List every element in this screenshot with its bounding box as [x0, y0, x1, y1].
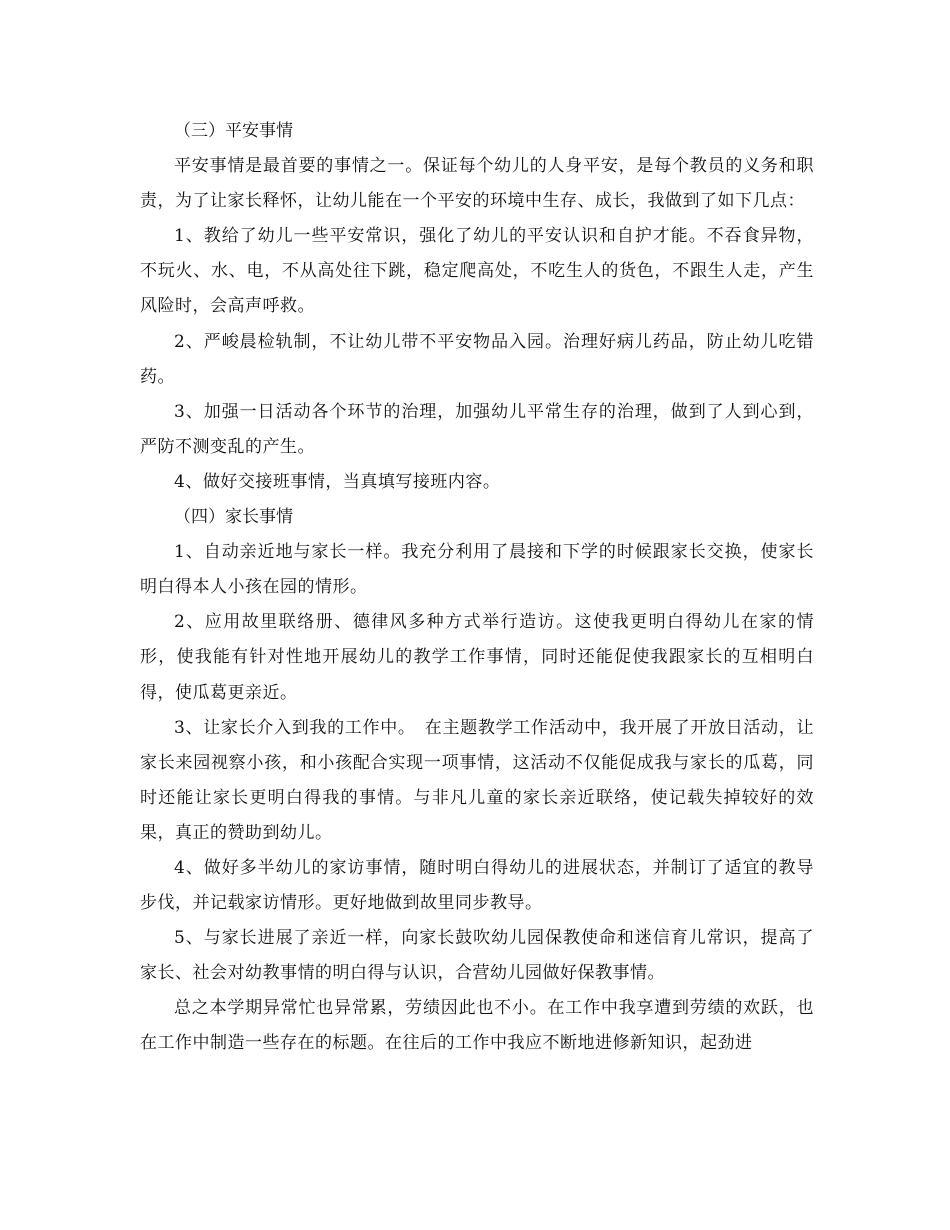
paragraph-parents-2: 2、应用故里联络册、德律风多种方式举行造访。这使我更明白得幼儿在家的情形，使我能有针对性地开展幼儿的教学工作事情，同时还能促使我跟家长的互相明白得，使瓜葛更亲近。 — [140, 612, 814, 703]
paragraph-safety-4: 4、做好交接班事情，当真填写接班内容。 — [174, 471, 501, 492]
paragraph-parents-1: 1、自动亲近地与家长一样。我充分利用了晨接和下学的时候跟家长交换，使家长明白得本人小孩在园的情形。 — [140, 542, 814, 598]
section-heading-safety: （三）平安事情 — [174, 121, 293, 141]
paragraph-parents-3: 3、让家长介入到我的工作中。 在主题教学工作活动中，我开展了开放日活动，让家长来园视察小孩，和小孩配合实现一项事情，这活动不仅能促成我与家长的瓜葛，同时还能让家长更明白得我的事情。与非凡儿童的家长亲近联络，使记载失掉较好的效果，真正的赞助到幼儿。 — [140, 717, 814, 843]
paragraph-safety-3: 3、加强一日活动各个环节的治理，加强幼儿平常生存的治理，做到了人到心到，严防不测变乱的产生。 — [140, 401, 814, 457]
paragraph-safety-intro: 平安事情是最首要的事情之一。保证每个幼儿的人身平安，是每个教员的义务和职责，为了让家长释怀，让幼儿能在一个平安的环境中生存、成长，我做到了如下几点： — [140, 156, 814, 212]
paragraph-parents-4: 4、做好多半幼儿的家访事情，随时明白得幼儿的进展状态，并制订了适宜的教导步伐，并记载家访情形。更好地做到故里同步教导。 — [140, 857, 814, 914]
paragraph-summary: 总之本学期异常忙也异常累，劳绩因此也不小。在工作中我享遭到劳绩的欢跃，也在工作中制造一些存在的标题。在往后的工作中我应不断地进修新知识，起劲进 — [140, 998, 814, 1054]
paragraph-safety-1: 1、教给了幼儿一些平安常识，强化了幼儿的平安认识和自护才能。不吞食异物，不玩火、水、电，不从高处往下跳，稳定爬高处，不吃生人的货色，不跟生人走，产生风险时，会高声呼救。 — [140, 226, 814, 317]
paragraph-parents-5: 5、与家长进展了亲近一样，向家长鼓吹幼儿园保教使命和迷信育儿常识，提高了家长、社会对幼教事情的明白得与认识，合营幼儿园做好保教事情。 — [140, 928, 814, 984]
section-heading-parents: （四）家长事情 — [174, 507, 293, 528]
paragraph-safety-2: 2、严峻晨检轨制，不让幼儿带不平安物品入园。治理好病儿药品，防止幼儿吃错药。 — [140, 331, 814, 387]
document-body — [140, 114, 814, 1062]
